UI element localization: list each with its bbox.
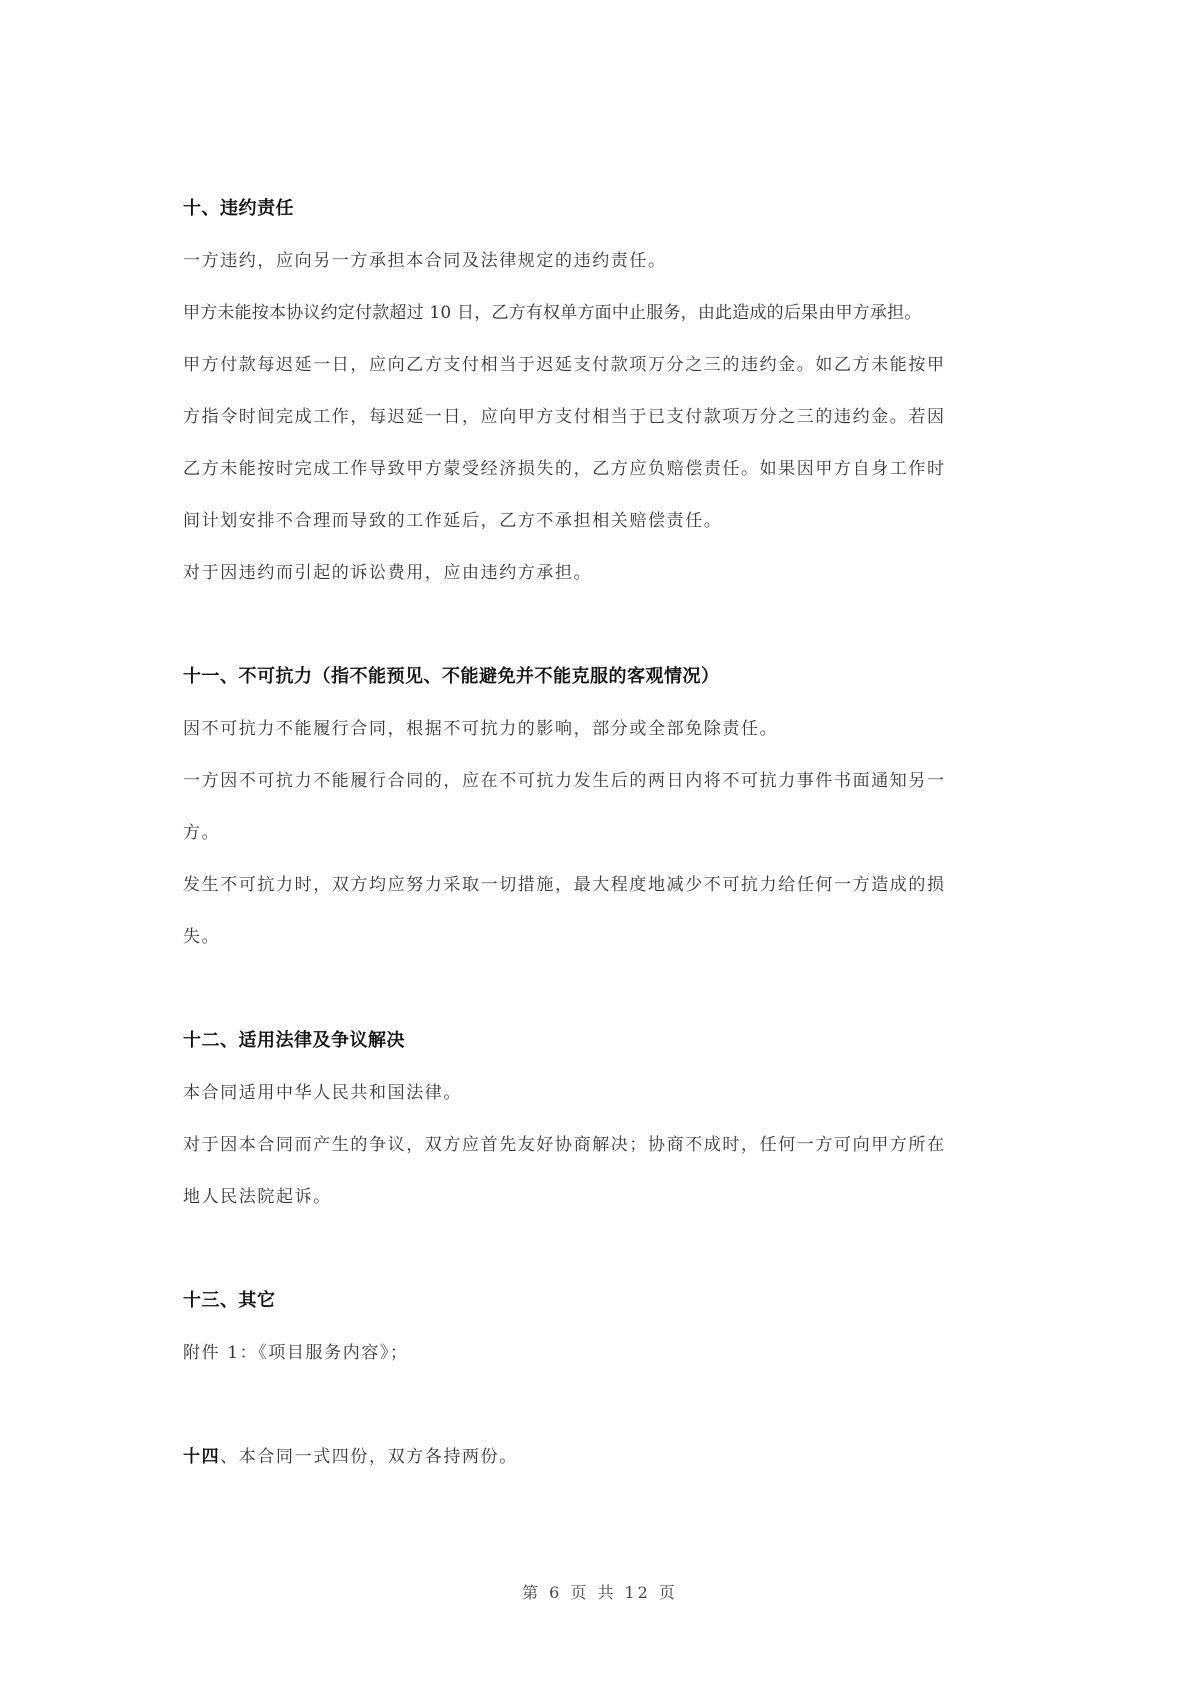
paragraph: 附件 1：《项目服务内容》； — [183, 1343, 409, 1363]
paragraph: 本合同适用中华人民共和国法律。 — [183, 1083, 462, 1103]
paragraph: 乙方未能按时完成工作导致甲方蒙受经济损失的，乙方应负赔偿责任。如果因甲方自身工作时 — [183, 459, 946, 479]
section-other — [183, 1288, 1028, 1366]
paragraph: 对于因本合同而产生的争议，双方应首先友好协商解决；协商不成时，任何一方可向甲方所在 — [183, 1135, 946, 1155]
paragraph: 甲方未能按本协议约定付款超过 10 日，乙方有权单方面中止服务，由此造成的后果由甲方承担。 — [183, 303, 922, 323]
paragraph: 地人民法院起诉。 — [183, 1187, 332, 1207]
section-heading: 十一、不可抗力（指不能预见、不能避免并不能克服的客观情况） — [183, 666, 720, 687]
page-label-suffix: 页 — [658, 1583, 678, 1602]
current-page-number: 6 — [549, 1583, 563, 1602]
paragraph: 发生不可抗力时，双方均应努力采取一切措施，最大程度地减少不可抗力给任何一方造成的损 — [183, 875, 946, 895]
paragraph: 失。 — [183, 927, 221, 947]
section-heading: 十二、适用法律及争议解决 — [183, 1030, 405, 1051]
section-text: 、本合同一式四份，双方各持两份。 — [220, 1447, 518, 1467]
section-heading: 十、违约责任 — [183, 198, 294, 219]
section-breach-liability — [183, 196, 1028, 586]
total-pages-number: 12 — [624, 1583, 651, 1602]
paragraph: 对于因违约而引起的诉讼费用，应由违约方承担。 — [183, 563, 593, 583]
page-label-prefix: 第 — [522, 1583, 542, 1602]
paragraph: 方。 — [183, 823, 221, 843]
page-footer — [0, 1580, 1200, 1603]
paragraph: 一方因不可抗力不能履行合同的，应在不可抗力发生后的两日内将不可抗力事件书面通知另一 — [183, 771, 946, 791]
paragraph: 一方违约，应向另一方承担本合同及法律规定的违约责任。 — [183, 251, 667, 271]
document-body — [183, 196, 1028, 1470]
section-heading: 十三、其它 — [183, 1290, 276, 1311]
paragraph: 甲方付款每迟延一日，应向乙方支付相当于迟延支付款项万分之三的违约金。如乙方未能按甲 — [183, 355, 946, 375]
paragraph: 间计划安排不合理而导致的工作延后，乙方不承担相关赔偿责任。 — [183, 511, 723, 531]
paragraph: 因不可抗力不能履行合同，根据不可抗力的影响，部分或全部免除责任。 — [183, 719, 779, 739]
paragraph: 方指令时间完成工作，每迟延一日，应向甲方支付相当于已支付款项万分之三的违约金。若因 — [183, 407, 946, 427]
section-copies — [183, 1444, 1028, 1470]
section-governing-law — [183, 1028, 1028, 1210]
section-heading-inline — [183, 1444, 1028, 1470]
section-force-majeure — [183, 664, 1028, 950]
section-number: 十四 — [183, 1447, 221, 1467]
page-label-mid: 页 共 — [570, 1583, 617, 1602]
